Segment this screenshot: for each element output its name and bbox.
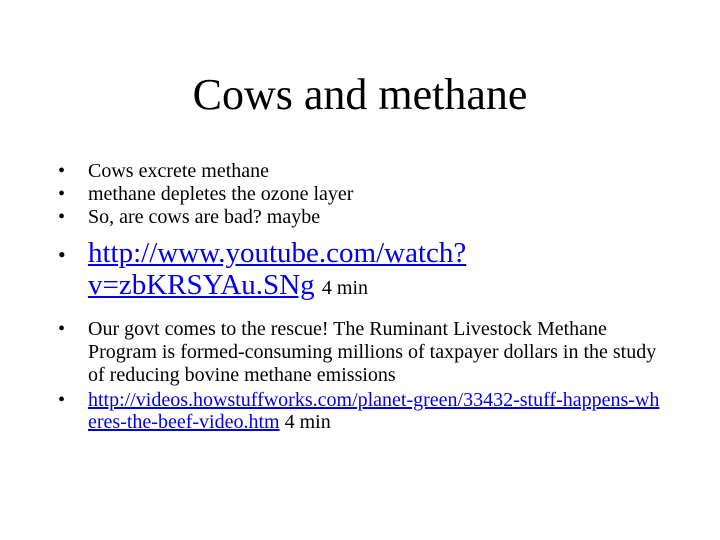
bullet-text: methane depletes the ozone layer [88,183,354,205]
howstuffworks-link[interactable]: http://videos.howstuffworks.com/planet-green/33432-stuff-happens-wheres-the-beef-video.htm [88,389,660,433]
duration-label: 4 min [284,411,331,433]
bullet-text: So, are cows are bad? maybe [88,206,321,228]
youtube-link[interactable]: http://www.youtube.com/watch?v=zbKRSYAu.SNg [88,237,467,301]
bullet-item-howstuffworks [58,389,668,433]
slide-title: Cows and methane [192,70,528,119]
duration-label: 4 min [321,277,369,299]
bullet-item-youtube [58,237,668,304]
bullet-item [58,318,668,387]
bullet-icon: • [58,206,66,228]
bullet-text: Our govt comes to the rescue! The Ruminant Livestock Methane Program is formed-consuming millions of taxpayer dollars in the study of reducing bovine methane emissions [88,318,657,386]
bullet-icon: • [58,389,66,411]
bullet-icon: • [58,183,66,205]
bullet-icon: • [58,160,66,182]
bullet-item [58,183,668,206]
bullet-item [58,160,668,183]
bullet-list [58,160,668,433]
bullet-icon: • [58,242,66,267]
bullet-item [58,206,668,229]
bullet-icon: • [58,318,66,340]
bullet-text: Cows excrete methane [88,160,270,182]
